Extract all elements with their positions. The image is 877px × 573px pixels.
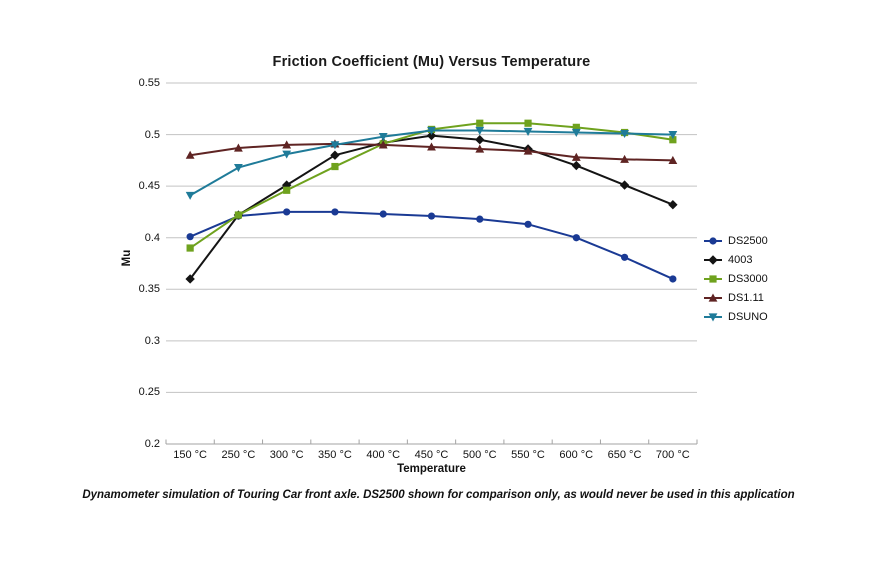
series-marker-icon [703,235,723,247]
x-tick-label: 400 °C [366,449,401,461]
legend-item [703,250,768,269]
y-axis-tick-labels [60,76,160,451]
x-tick-label: 450 °C [414,449,449,461]
legend [703,231,768,326]
legend-item [703,269,768,288]
y-tick-label: 0.45 [138,180,160,193]
y-tick-label: 0.35 [138,283,160,296]
y-tick-label: 0.4 [144,231,160,244]
x-tick-label: 300 °C [269,449,304,461]
series-marker-icon [703,273,723,285]
legend-label: DSUNO [728,310,768,323]
x-tick-label: 550 °C [511,449,545,461]
legend-label: DS2500 [728,234,768,247]
series-marker-icon [703,311,723,323]
chart-caption: Dynamometer simulation of Touring Car front axle. DS2500 shown for comparison only, as would never be used in this application [82,489,795,501]
legend-label: 4003 [728,253,753,266]
x-tick-label: 650 °C [607,449,642,461]
legend-label: DS3000 [728,272,768,285]
series-marker-icon [703,292,723,304]
x-tick-label: 250 °C [221,449,256,461]
y-tick-label: 0.5 [144,128,160,141]
legend-item [703,288,768,307]
x-tick-label: 350 °C [318,449,352,461]
series-marker-icon [703,254,723,266]
legend-label: DS1.11 [728,291,764,304]
y-tick-label: 0.2 [144,437,160,450]
x-axis-tick-labels [166,449,697,461]
x-axis-title: Temperature [397,463,466,475]
y-tick-label: 0.25 [138,386,160,399]
y-tick-label: 0.55 [138,77,160,89]
chart-title: Friction Coefficient (Mu) Versus Temperature [272,54,591,70]
legend-item [703,231,768,250]
legend-item [703,307,768,326]
x-tick-label: 500 °C [462,449,497,461]
x-tick-label: 150 °C [173,449,208,461]
x-tick-label: 700 °C [655,449,690,461]
y-tick-label: 0.3 [144,334,160,347]
y-axis-title: Mu [121,249,133,267]
x-tick-label: 600 °C [559,449,594,461]
